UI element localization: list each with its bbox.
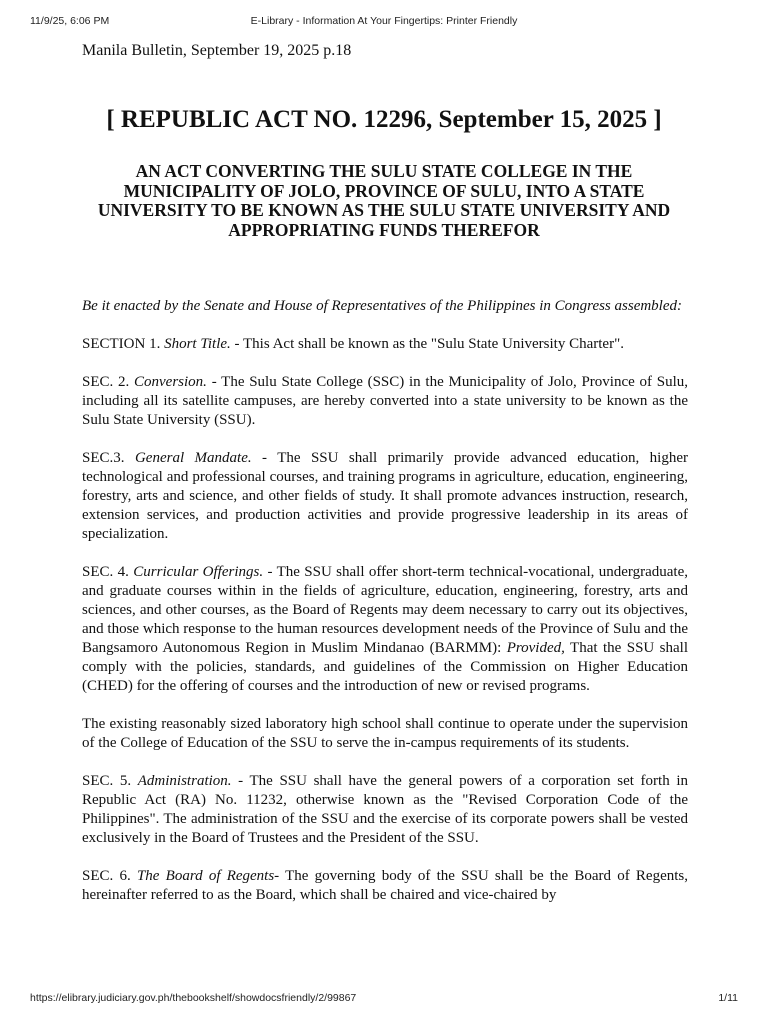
section-label: SEC. 6. bbox=[82, 868, 131, 884]
section-label: SEC. 2. bbox=[82, 374, 130, 390]
section-heading: Conversion. bbox=[134, 374, 207, 390]
print-page-title: E-Library - Information At Your Fingertips: Printer Friendly bbox=[250, 15, 518, 27]
proviso-term: Provided, bbox=[506, 640, 565, 656]
section-text: The governing body of the SSU shall be the Board of Regents, hereinafter referred to as the Board, which shall be chaired and vice-chaired by bbox=[82, 868, 689, 903]
section-heading: General Mandate. bbox=[134, 450, 252, 466]
section-text: - The SSU shall have the general powers of a corporation set forth in Republic Act (RA) No. 11232, otherwise known as the "Revised Corporation Code of the Philippines". The administration of the SSU and the exercise of its corporate powers shall be vested exclusively in the Board of Trustees and the President of the SSU. bbox=[82, 773, 689, 846]
act-subtitle: AN ACT CONVERTING THE SULU STATE COLLEGE IN THE MUNICIPALITY OF JOLO, PROVINCE OF SULU, INTO A STATE UNIVERSITY TO BE KNOWN AS THE SULU STATE UNIVERSITY AND APPROPRIATING FUNDS THEREFOR bbox=[97, 161, 671, 240]
section-label: SEC.3. bbox=[82, 450, 125, 466]
section-heading: Short Title. bbox=[164, 336, 231, 352]
section-3 bbox=[82, 449, 688, 544]
act-body bbox=[82, 297, 688, 924]
section-4 bbox=[82, 563, 688, 696]
section-text: That the SSU shall comply with the policies, standards, and guidelines of the Commission on Higher Education (CHED) for the offering of courses and the introduction of new or revised programs. bbox=[82, 640, 688, 694]
section-6 bbox=[82, 867, 688, 905]
section-1 bbox=[82, 335, 688, 354]
section-4-paragraph-2: The existing reasonably sized laboratory high school shall continue to operate under the supervision of the College of Education of the SSU to serve the in-campus requirements of its students. bbox=[82, 716, 688, 751]
print-footer bbox=[30, 992, 738, 1006]
print-header bbox=[30, 15, 738, 29]
section-heading: Administration. bbox=[137, 773, 232, 789]
section-label: SECTION 1. bbox=[82, 336, 161, 352]
section-text: - The SSU shall offer short-term technical-vocational, undergraduate, and graduate courses within in the fields of agriculture, education, engineering, forestry, arts and sciences, and other courses, as the Board of Regents may deem necessary to carry out its objectives, and those which response to the human resources development needs of the Province of Sulu and the Bangsamoro Autonomous Region in Muslim Mindanao (BARMM): bbox=[82, 564, 689, 656]
section-text: - The SSU shall primarily provide advanced education, higher technological and professional courses, and training programs in agriculture, education, engineering, forestry, arts and science, and other fields of study. It shall promote advances instruction, research, extension services, and production activities and provide progressive leadership in its areas of specialization. bbox=[82, 450, 689, 542]
page-counter: 1/11 bbox=[718, 992, 738, 1004]
section-2 bbox=[82, 373, 688, 430]
section-label: SEC. 5. bbox=[82, 773, 132, 789]
act-title: [ REPUBLIC ACT NO. 12296, September 15, 2025 ] bbox=[106, 106, 662, 133]
source-citation: Manila Bulletin, September 19, 2025 p.18 bbox=[82, 42, 352, 59]
enacting-clause: Be it enacted by the Senate and House of Representatives of the Philippines in Congress assembled: bbox=[82, 298, 683, 314]
print-url: https://elibrary.judiciary.gov.ph/thebookshelf/showdocsfriendly/2/99867 bbox=[30, 992, 357, 1004]
section-label: SEC. 4. bbox=[82, 564, 129, 580]
section-text: - This Act shall be known as the "Sulu State University Charter". bbox=[234, 336, 624, 352]
section-heading: The Board of Regents- bbox=[136, 868, 280, 884]
section-text: - The Sulu State College (SSC) in the Municipality of Jolo, Province of Sulu, including all its satellite campuses, are hereby converted into a state university to be known as the Sulu State University (SSU). bbox=[82, 374, 689, 428]
section-heading: Curricular Offerings. bbox=[133, 564, 264, 580]
section-5 bbox=[82, 772, 688, 848]
print-datetime: 11/9/25, 6:06 PM bbox=[30, 15, 110, 27]
